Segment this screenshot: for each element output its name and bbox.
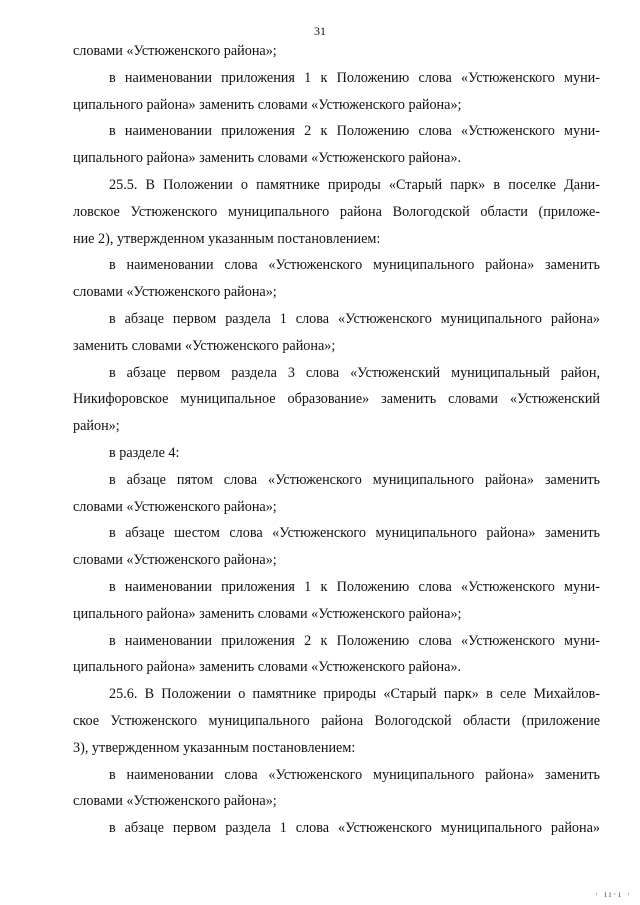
text-line: в абзаце первом раздела 3 слова «Устюженский муниципальный район, <box>109 364 600 381</box>
text-line: 25.5. В Положении о памятнике природы «Старый парк» в поселке Дани- <box>109 176 600 193</box>
text-line: заменить словами «Устюженского района»; <box>73 337 336 354</box>
scan-specks: · ıı·ı · <box>595 889 632 899</box>
text-line: в наименовании приложения 2 к Положению слова «Устюженского муни- <box>109 632 600 649</box>
text-line: 25.6. В Положении о памятнике природы «Старый парк» в селе Михайлов- <box>109 686 600 703</box>
text-line: ципального района» заменить словами «Устюженского района». <box>73 150 462 167</box>
document-body <box>73 38 600 842</box>
text-line: в абзаце пятом слова «Устюженского муниципального района» заменить <box>109 471 600 488</box>
text-line: словами «Устюженского района»; <box>73 284 277 301</box>
text-line: в разделе 4: <box>109 444 180 461</box>
text-line: ципального района» заменить словами «Устюженского района»; <box>73 96 462 113</box>
text-line: ское Устюженского муниципального района Вологодской области (приложение <box>73 712 600 729</box>
text-line: словами «Устюженского района»; <box>73 793 277 810</box>
text-line: в наименовании слова «Устюженского муниципального района» заменить <box>109 257 600 274</box>
text-line: в абзаце первом раздела 1 слова «Устюженского муниципального района» <box>109 310 600 327</box>
text-line: в наименовании приложения 2 к Положению слова «Устюженского муни- <box>109 123 600 140</box>
text-line: словами «Устюженского района»; <box>73 552 277 569</box>
text-line: ловское Устюженского муниципального района Вологодской области (приложе- <box>73 203 600 220</box>
text-line: район»; <box>73 418 120 435</box>
page-number: 31 <box>314 24 326 38</box>
text-line: ние 2), утвержденном указанным постановлением: <box>73 230 381 247</box>
text-line: словами «Устюженского района»; <box>73 43 277 59</box>
text-line: в наименовании приложения 1 к Положению слова «Устюженского муни- <box>109 69 600 86</box>
text-line: в абзаце шестом слова «Устюженского муниципального района» заменить <box>109 525 600 542</box>
text-line: 3), утвержденном указанным постановлением: <box>73 739 356 756</box>
text-line: в наименовании приложения 1 к Положению слова «Устюженского муни- <box>109 578 600 595</box>
text-line: ципального района» заменить словами «Устюженского района»; <box>73 605 462 622</box>
text-line: ципального района» заменить словами «Устюженского района». <box>73 659 462 676</box>
text-line: в наименовании слова «Устюженского муниципального района» заменить <box>109 766 600 783</box>
text-line: словами «Устюженского района»; <box>73 498 277 515</box>
text-line: Никифоровское муниципальное образование» заменить словами «Устюженский <box>73 391 600 408</box>
text-line: в абзаце первом раздела 1 слова «Устюженского муниципального района» <box>109 820 600 837</box>
